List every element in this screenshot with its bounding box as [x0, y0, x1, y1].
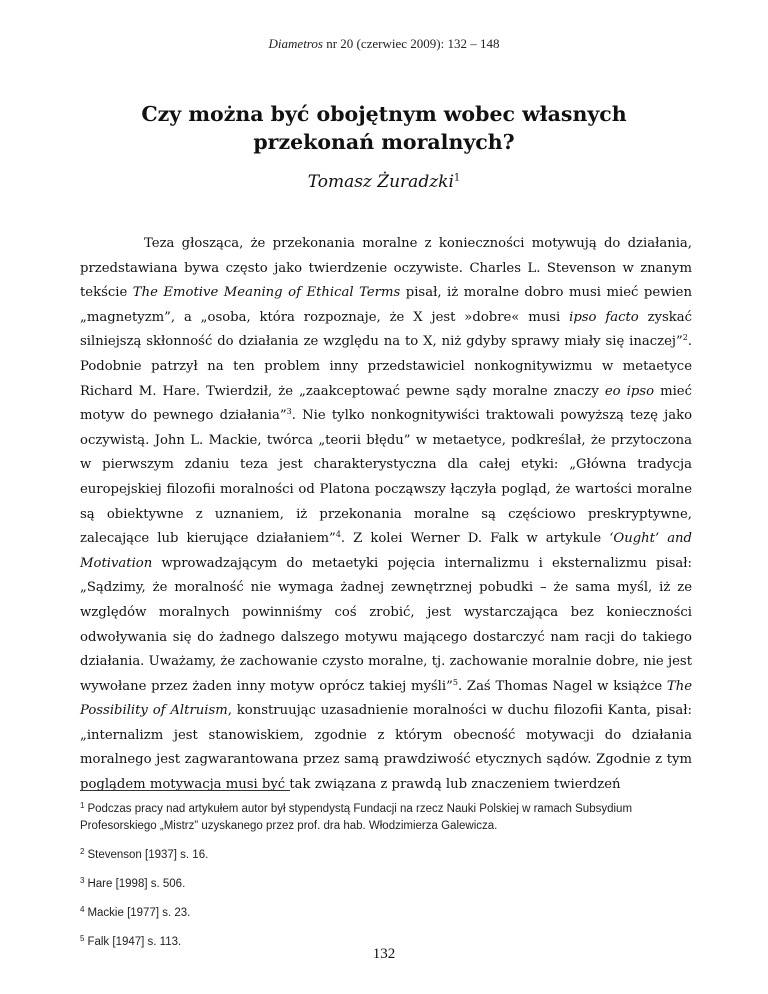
- footnote-number: 3: [80, 876, 85, 885]
- text-run: Teza głosząca, że przekonania moralne z konieczności motywują do działania, przedstawiana bywa często jako twierdzenie oczywiste. Charles L. Stevenson w znanym tekście: [80, 236, 692, 301]
- journal-name: Diametros: [268, 36, 323, 51]
- footnote-text: Hare [1998] s. 506.: [87, 878, 186, 890]
- text-run: wprowadzającym do metaetyki pojęcia internalizmu i eksternalizmu pisał: „Sądzimy, że moralność nie wymaga żadnej zewnętrznej pobudki – że sama myśl, iż ze względów moralnych powinniśmy coś zrobić, jest wystarczająca bez konieczności odwoływania się do żadnego dalszego motywu mającego dostarczyć nam racji do takiego działania. Uważamy, że zachowanie czysto moralne, tj. zachowanie moralnie dobre, nie jest wywołane przez żaden inny motyw oprócz takiej myśli”: [80, 555, 692, 694]
- italic-title: eo ipso: [604, 383, 655, 399]
- footnote: [80, 901, 692, 922]
- footnote-number: 4: [80, 905, 85, 914]
- footnote-text: Stevenson [1937] s. 16.: [87, 849, 209, 861]
- italic-title: The Emotive Meaning of Ethical Terms: [132, 285, 401, 301]
- footnote-ref[interactable]: 2: [682, 333, 688, 343]
- footnote-ref[interactable]: 5: [452, 677, 458, 687]
- body-text: [80, 232, 692, 798]
- text-run: , konstruując uzasadnienie moralności w duchu filozofii Kanta, pisał: „internalizm jest stanowiskiem, zgodnie z którym obecność motywacji do działania moralnego jest zagwarantowana przez samą prawdziwość etycznych sądów. Zgodnie z tym poglądem motywacja musi być tak związana z prawdą lub znaczeniem twierdzeń: [80, 703, 692, 793]
- journal-issue: nr 20 (czerwiec 2009): 132 – 148: [322, 36, 500, 51]
- text-run: . Nie tylko nonkognitywiści traktowali powyższą tezę jako oczywistą. John L. Mackie, twórca „teorii błędu” w metaetyce, podkreślał, że przytoczona w pierwszym zdaniu teza jest charakterystyczna dla całej etyki: „Główna tradycja europejskiej filozofii moralności od Platona począwszy łączyła pogląd, że wartości moralne są obiektywne z uznaniem, iż przekonania moralne są częściowo preskryptywne, zalecające lub kierujące działaniem”: [80, 408, 693, 547]
- text-run: zyskać silniejszą skłonność do działania ze względu na to X, niż gdyby sprawy miały się inaczej”: [80, 309, 692, 350]
- footnote-text: Podczas pracy nad artykułem autor był stypendystą Fundacji na rzecz Nauki Polskiej w ramach Subsydium Profesorskiego „Mistrz” uzyskanego przez prof. dra hab. Włodzimierza Galewicza.: [80, 803, 633, 832]
- footnote-ref[interactable]: 3: [286, 407, 292, 417]
- footnote-text: Falk [1947] s. 113.: [87, 936, 182, 948]
- paragraph: [80, 232, 692, 798]
- page-number: 132: [372, 946, 396, 962]
- text-run: . Zaś Thomas Nagel w książce: [457, 678, 667, 694]
- footnote-number: 1: [80, 801, 85, 810]
- footnote-number: 2: [80, 847, 85, 856]
- footnote: [80, 872, 692, 893]
- footnote: [80, 843, 692, 864]
- footnote-number: 5: [80, 934, 85, 943]
- italic-title: ipso facto: [569, 309, 639, 325]
- author-name: Tomasz Żuradzki: [307, 172, 454, 192]
- text-run: . Podobnie patrzył na ten problem inny przedstawiciel nonkognitywizmu w metaetyce Richard M. Hare. Twierdził, że „zaakceptować pewne sądy moralne znaczy: [80, 334, 692, 399]
- running-head: [0, 36, 768, 52]
- text-run: . Z kolei Werner D. Falk w artykule: [340, 531, 610, 547]
- author-footnote-ref[interactable]: 1: [453, 172, 461, 184]
- italic-title: The Possibility of Altruism: [80, 678, 693, 719]
- author: [0, 172, 768, 192]
- article-title: Czy można być obojętnym wobec własnych przekonań moralnych?: [141, 102, 627, 154]
- footnote-ref[interactable]: 4: [335, 530, 341, 540]
- footnotes: [80, 797, 692, 959]
- footnote: [80, 797, 692, 835]
- text-run: mieć motyw do pewnego działania”: [80, 383, 692, 424]
- footnote-divider: [80, 790, 290, 791]
- italic-title: ‘Ought’ and Motivation: [80, 531, 692, 571]
- text-run: pisał, iż moralne dobro musi mieć pewien „magnetyzm”, a „osoba, która rozpoznaje, że X jest »dobre« musi: [80, 285, 692, 325]
- footnote-text: Mackie [1977] s. 23.: [87, 907, 191, 919]
